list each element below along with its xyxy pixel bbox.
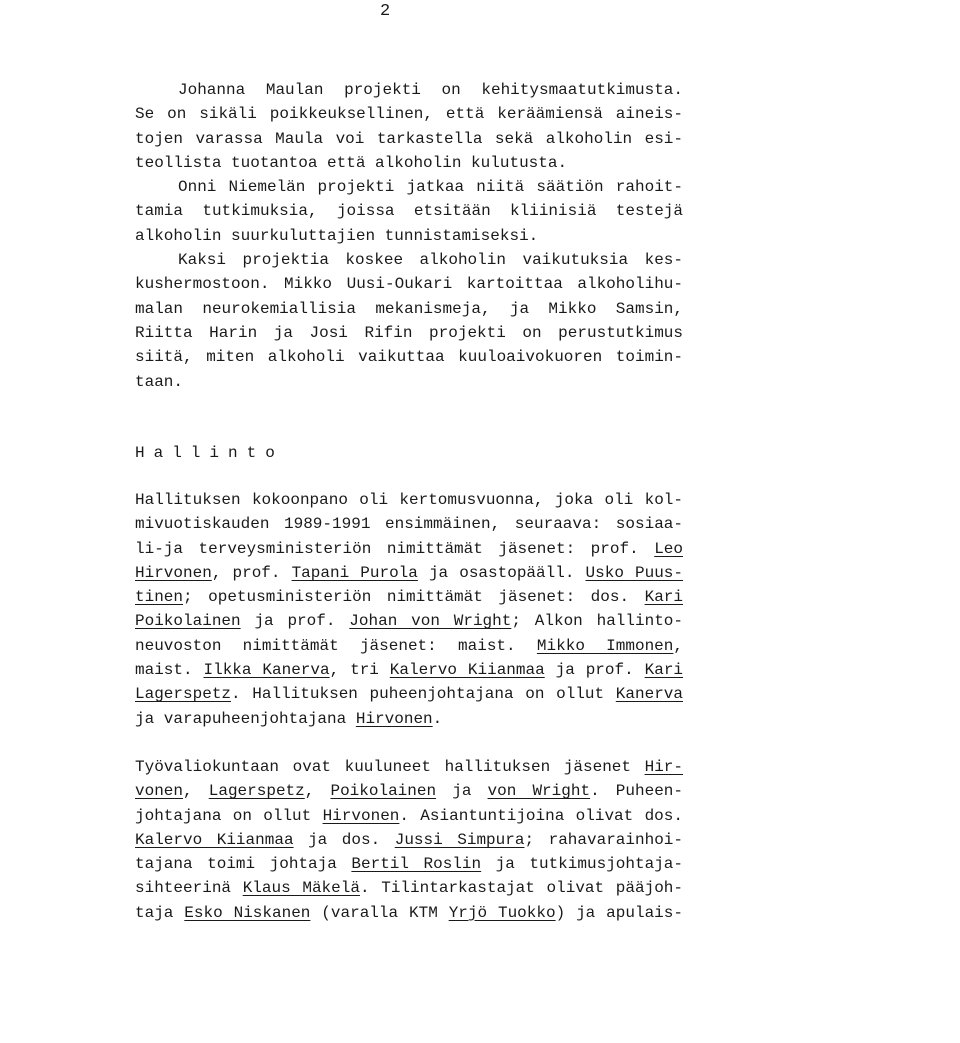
underlined-name: von Wright bbox=[487, 782, 591, 801]
underlined-name: Kari bbox=[644, 588, 683, 607]
text-line bbox=[135, 779, 683, 803]
text-line bbox=[135, 224, 683, 248]
text-line bbox=[135, 609, 683, 633]
text-segment: neuvoston nimittämät jäsenet: maist. bbox=[135, 636, 537, 655]
text-line bbox=[135, 876, 683, 900]
underlined-name: Poikolainen bbox=[330, 782, 437, 801]
underlined-name: Tapani Purola bbox=[291, 563, 418, 582]
text-segment: tamia tutkimuksia, joissa etsitään kliinisiä testejä bbox=[135, 202, 683, 221]
text-segment: ; opetusministeriön nimittämät jäsenet: dos. bbox=[183, 588, 645, 607]
underlined-name: Hir- bbox=[644, 758, 683, 776]
text-segment: teollista tuotantoa että alkoholin kulutusta. bbox=[135, 153, 568, 172]
underlined-name: vonen bbox=[135, 782, 184, 801]
text-line bbox=[135, 78, 683, 102]
text-line bbox=[135, 901, 683, 925]
text-segment: ) ja apulais- bbox=[555, 903, 683, 922]
text-line bbox=[135, 272, 683, 296]
underlined-name: tinen bbox=[135, 588, 184, 607]
underlined-name: Kalervo Kiianmaa bbox=[389, 661, 545, 680]
text-segment: Hallituksen kokoonpano oli kertomusvuonna, joka oli kol- bbox=[135, 491, 683, 509]
text-line bbox=[135, 755, 683, 779]
underlined-name: Lagerspetz bbox=[135, 685, 232, 704]
text-segment: tojen varassa Maula voi tarkastella sekä alkoholin esi- bbox=[135, 129, 683, 148]
text-segment: ja tutkimusjohtaja- bbox=[481, 855, 684, 874]
text-segment: ja prof. bbox=[544, 661, 645, 680]
text-segment: Onni Niemelän projekti jatkaa niitä säätiön rahoit- bbox=[178, 178, 683, 197]
text-segment: . Asiantuntijoina olivat dos. bbox=[399, 806, 683, 825]
underlined-name: Poikolainen bbox=[135, 612, 241, 631]
underlined-name: Kanerva bbox=[615, 685, 683, 704]
text-segment: ja bbox=[436, 782, 488, 801]
text-line bbox=[135, 537, 683, 561]
text-line bbox=[135, 512, 683, 536]
text-line bbox=[135, 852, 683, 876]
section-heading: Hallinto bbox=[135, 444, 284, 462]
text-segment: tajana toimi johtaja bbox=[135, 855, 352, 874]
paragraphs-projects bbox=[135, 78, 683, 394]
text-segment: mivuotiskauden 1989-1991 ensimmäinen, seuraava: sosiaa- bbox=[135, 515, 683, 534]
text-line bbox=[135, 127, 683, 151]
text-segment: , bbox=[183, 782, 209, 801]
underlined-name: Klaus Mäkelä bbox=[242, 879, 360, 898]
text-line bbox=[135, 804, 683, 828]
text-line bbox=[135, 561, 683, 585]
text-segment: , prof. bbox=[211, 563, 292, 582]
underlined-name: Yrjö Tuokko bbox=[448, 903, 556, 922]
paragraph-board bbox=[135, 488, 683, 731]
underlined-name: Lagerspetz bbox=[208, 782, 305, 801]
text-line bbox=[135, 658, 683, 682]
underlined-name: Usko Puus- bbox=[585, 563, 684, 582]
text-segment: , bbox=[673, 636, 683, 655]
text-line bbox=[135, 175, 683, 199]
text-segment: kushermostoon. Mikko Uusi-Oukari kartoittaa alkoholihu- bbox=[135, 275, 683, 294]
underlined-name: Bertil Roslin bbox=[351, 855, 482, 874]
text-line bbox=[135, 828, 683, 852]
text-line bbox=[135, 707, 683, 731]
text-line bbox=[135, 151, 683, 175]
text-segment: , tri bbox=[329, 661, 390, 680]
underlined-name: Hirvonen bbox=[135, 563, 212, 582]
underlined-name: Jussi Simpura bbox=[394, 830, 525, 849]
paragraph-committee bbox=[135, 755, 683, 925]
text-line bbox=[135, 345, 683, 369]
text-segment: taan. bbox=[135, 372, 184, 391]
text-line bbox=[135, 199, 683, 223]
text-segment: Kaksi projektia koskee alkoholin vaikutuksia kes- bbox=[178, 251, 683, 270]
text-line bbox=[135, 634, 683, 658]
text-segment: . Tilintarkastajat olivat pääjoh- bbox=[359, 879, 683, 898]
text-line bbox=[135, 321, 683, 345]
underlined-name: Leo bbox=[654, 539, 683, 558]
underlined-name: Johan von Wright bbox=[349, 612, 512, 631]
text-segment: ja dos. bbox=[293, 830, 395, 849]
text-segment: (varalla KTM bbox=[310, 903, 449, 922]
text-line bbox=[135, 682, 683, 706]
text-segment: . bbox=[432, 709, 443, 728]
underlined-name: Mikko Immonen bbox=[536, 636, 674, 655]
text-segment: . Puheen- bbox=[590, 782, 683, 801]
text-line bbox=[135, 585, 683, 609]
text-segment: malan neurokemiallisia mekanismeja, ja Mikko Samsin, bbox=[135, 299, 683, 318]
text-segment: Työvaliokuntaan ovat kuuluneet hallituksen jäsenet bbox=[135, 758, 645, 776]
text-segment: ; Alkon hallinto- bbox=[511, 612, 684, 631]
text-segment: taja bbox=[135, 903, 185, 922]
underlined-name: Hirvonen bbox=[322, 806, 400, 825]
page-number: 2 bbox=[380, 2, 391, 21]
underlined-name: Esko Niskanen bbox=[184, 903, 311, 922]
text-segment: . Hallituksen puheenjohtajana on ollut bbox=[231, 685, 616, 704]
underlined-name: Kari bbox=[644, 661, 684, 680]
text-line bbox=[135, 297, 683, 321]
underlined-name: Kalervo Kiianmaa bbox=[135, 830, 294, 849]
text-line bbox=[135, 102, 683, 126]
text-line bbox=[135, 488, 683, 512]
underlined-name: Hirvonen bbox=[355, 709, 433, 728]
text-segment: li-ja terveysministeriön nimittämät jäsenet: prof. bbox=[135, 539, 655, 558]
underlined-name: Ilkka Kanerva bbox=[203, 661, 330, 680]
text-segment: ja prof. bbox=[240, 612, 350, 631]
text-segment: , bbox=[304, 782, 331, 801]
text-segment: maist. bbox=[135, 661, 204, 680]
text-segment: johtajana on ollut bbox=[135, 806, 323, 825]
text-segment: Riitta Harin ja Josi Rifin projekti on perustutkimus bbox=[135, 323, 683, 342]
text-segment: Se on sikäli poikkeuksellinen, että keräämiensä aineis- bbox=[135, 105, 683, 124]
text-segment: alkoholin suurkuluttajien tunnistamiseksi. bbox=[135, 226, 539, 245]
text-segment: sihteerinä bbox=[135, 879, 243, 898]
text-segment: ja osastopääll. bbox=[417, 563, 586, 582]
text-segment: ja varapuheenjohtajana bbox=[135, 709, 356, 728]
text-segment: siitä, miten alkoholi vaikuttaa kuuloaivokuoren toimin- bbox=[135, 348, 683, 367]
text-segment: ; rahavarainhoi- bbox=[524, 830, 684, 849]
text-segment: Johanna Maulan projekti on kehitysmaatutkimusta. bbox=[178, 81, 683, 99]
text-line bbox=[135, 370, 683, 394]
text-line bbox=[135, 248, 683, 272]
